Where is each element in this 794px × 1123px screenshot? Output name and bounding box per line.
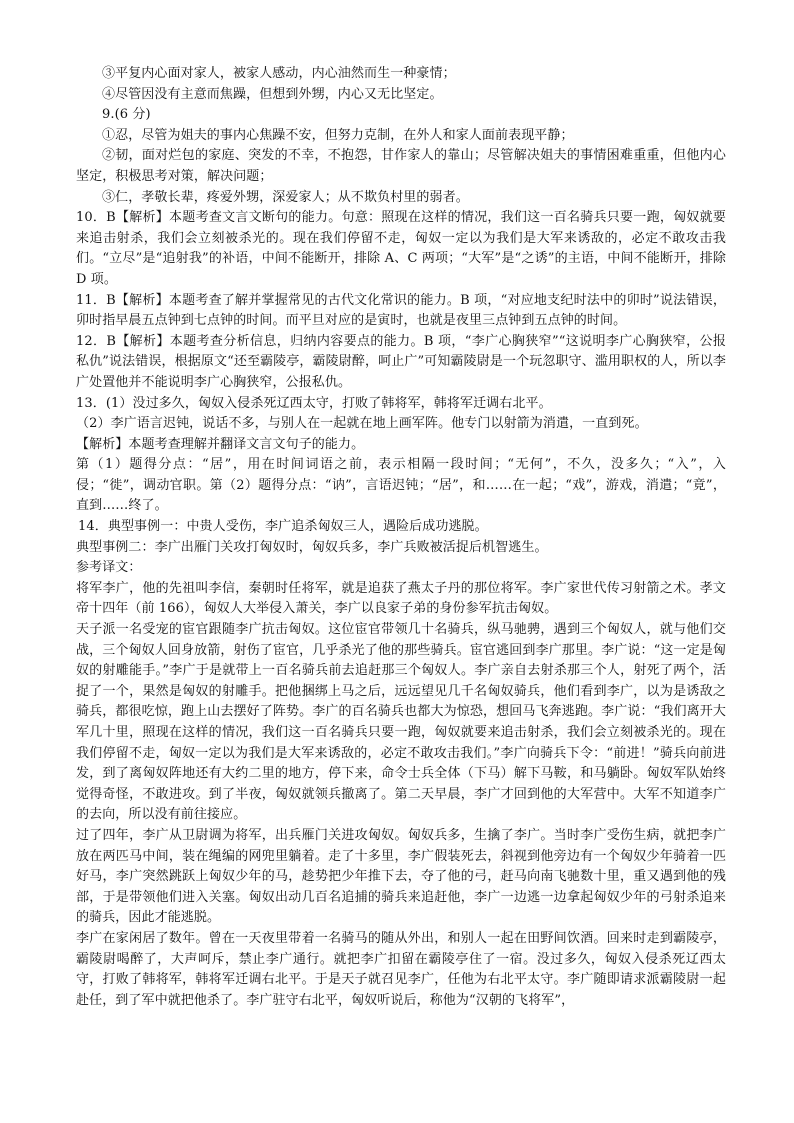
analysis-line: 【解析】本题考查理解并翻译文言文句子的能力。 (76, 436, 365, 452)
answer-item: （2）李广语言迟钝，说话不多，与别人在一起就在地上画军阵。他专门以射箭为消遣，一直到死。 (76, 416, 648, 432)
translation-paragraph: 李广在家闲居了数年。曾在一天夜里带着一名骑马的随从外出，和别人一起在田野间饮酒。回来时走到霸陵亭，霸陵尉喝醉了，大声呵斥，禁止李广通行。就把李广扣留在霸陵亭住了一宿。没过多久，匈奴入侵杀死辽西太守，打败了韩将军，韩将军迁调右北平。于是天子就召见李广，任他为右北平太守。李广随即请求派霸陵尉一起赴任，到了军中就把他杀了。李广驻守右北平，匈奴听说后，称他为“汉朝的飞将军”， (76, 930, 726, 1008)
answer-line: ①忍，尽管为姐夫的事内心焦躁不安，但努力克制，在外人和家人面前表现平静； (102, 127, 574, 143)
answer-item: 14．典型事例一：中贵人受伤，李广追杀匈奴三人，遇险后成功逃脱。 (78, 519, 488, 535)
answer-line: ②韧，面对烂包的家庭、突发的不幸，不抱怨，甘作家人的靠山；尽管解决姐夫的事情困难重重，但他内心坚定，积极思考对策，解决问题； (76, 148, 726, 184)
translation-heading: 参考译文： (76, 560, 142, 576)
answer-item: 13．(1）没过多久，匈奴入侵杀死辽西太守，打败了韩将军，韩将军迁调右北平。 (76, 395, 552, 411)
answer-line: ④尽管因没有主意而焦躁，但想到外甥，内心又无比坚定。 (102, 86, 443, 102)
question-number: 9.(6 分) (102, 107, 151, 123)
translation-paragraph: 过了四年，李广从卫尉调为将军，出兵雁门关进攻匈奴。匈奴兵多，生擒了李广。当时李广受伤生病，就把李广放在两匹马中间，装在绳编的网兜里躺着。走了十多里，李广假装死去，斜视到他旁边有一个匈奴少年骑着一匹好马，李广突然跳跃上匈奴少年的马，趁势把少年推下去，夺了他的弓，赶马向南飞驰数十里，重又遇到他的残部，于是带领他们进入关塞。匈奴出动几百名追捕的骑兵来追赶他，李广一边逃一边拿起匈奴少年的弓射杀追来的骑兵，因此才能逃脱。 (76, 827, 726, 926)
translation-paragraph: 将军李广，他的先祖叫李信，秦朝时任将军，就是追获了燕太子丹的那位将军。李广家世代传习射箭之术。孝文帝十四年（前 166），匈奴人大举侵入萧关，李广以良家子弟的身份参军抗击匈奴。 (76, 580, 726, 617)
translation-paragraph: 天子派一名受宠的宦官跟随李广抗击匈奴。这位宦官带领几十名骑兵，纵马驰骋，遇到三个匈奴人，就与他们交战，三个匈奴人回身放箭，射伤了宦官，几乎杀光了他的那些骑兵。宦官逃回到李广那里。李广说：“这一定是匈奴的射雕能手。”李广于是就带上一百名骑兵前去追赶那三个匈奴人。李广亲自去射杀那三个人，射死了两个，活捉了一个，果然是匈奴的射雕手。把他捆绑上马之后，远远望见几千名匈奴骑兵，他们看到李广，以为是诱敌之骑兵，都很吃惊，跑上山去摆好了阵势。李广的百名骑兵也都大为惊恐，想回马飞奔逃跑。李广说：“我们离开大军几十里，照现在这样的情况，我们这一百名骑兵只要一跑，匈奴就要来追击射杀，我们会立刻被杀光的。现在我们停留不走，匈奴一定以为我们是大军来诱敌的，必定不敢攻击我们。”李广向骑兵下令：“前进！”骑兵向前进发，到了离匈奴阵地还有大约二里的地方，停下来，命令士兵全体（下马）解下马鞍，和马躺卧。匈奴军队始终觉得奇怪，不敢进攻。到了半夜，匈奴就领兵撤离了。第二天早晨，李广才回到他的大军营中。大军不知道李广的去向，所以没有前往接应。 (76, 622, 726, 823)
answer-item: 10．B【解析】本题考查文言文断句的能力。句意：照现在这样的情况，我们这一百名骑兵只要一跑，匈奴就要来追击射杀，我们会立刻被杀光的。现在我们停留不走，匈奴一定以为我们是大军来诱敌的，必定不敢攻击我们。“立尽”是“追射我”的补语，中间不能断开，排除 A、C 两项；“大军”是“之诱”的主语，中间不能断开，排除 D 项。 (76, 210, 726, 287)
answer-line: ③仁，孝敬长辈，疼爱外甥，深爱家人；从不欺负村里的弱者。 (102, 189, 469, 205)
answer-item: 12．B【解析】本题考查分析信息，归纳内容要点的能力。B 项，“李广心胸狭窄”“这说明李广心胸狭窄，公报私仇”说法错误，根据原文“还至霸陵亭，霸陵尉醉，呵止广”可知霸陵尉是一个玩忽职守、滥用职权的人，所以李广处置他并不能说明李广心胸狭窄，公报私仇。 (76, 333, 726, 390)
analysis-line: 第（1）题得分点：“居”，用在时间词语之前，表示相隔一段时间；“无何”，不久，没多久；“入”，入侵；“徙”，调动官职。第（2）题得分点：“讷”，言语迟钝；“居”，和……在一起；“戏”，游戏，消遣；“竟”，直到……终了。 (76, 457, 726, 514)
answer-item: 典型事例二：李广出雁门关攻打匈奴时，匈奴兵多，李广兵败被活捉后机智逃生。 (76, 539, 548, 555)
document-page (76, 64, 726, 1011)
answer-line: ③平复内心面对家人，被家人感动，内心油然而生一种豪情； (102, 66, 456, 81)
answer-item: 11．B【解析】本题考查了解并掌握常见的古代文化常识的能力。B 项，“对应地支纪时法中的卯时”说法错误，卯时指早晨五点钟到七点钟的时间。而平旦对应的是寅时，也就是夜里三点钟到五点钟的时间。 (76, 292, 726, 329)
